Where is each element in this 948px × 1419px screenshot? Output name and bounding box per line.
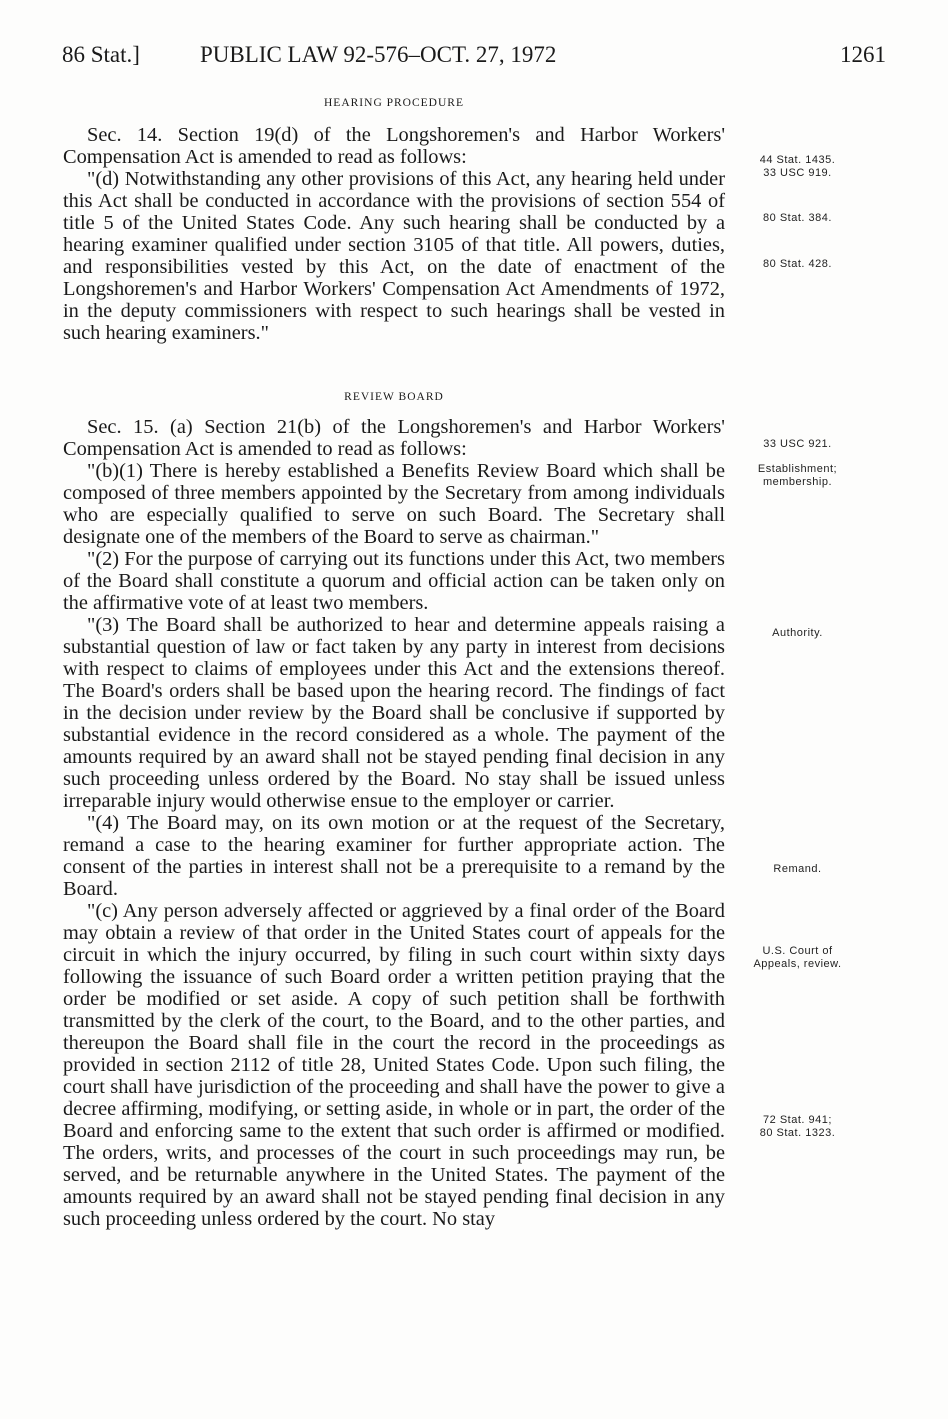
- page-title: PUBLIC LAW 92-576–OCT. 27, 1972: [200, 42, 557, 67]
- section-15-paragraph: "(4) The Board may, on its own motion or at the request of the Secretary, remand a case to the hearing examiner for further appropriate action. The consent of the parties in interest shall not be a prerequisite to a remand by the Board.: [63, 812, 725, 900]
- page-header: [62, 42, 886, 78]
- page-number: 1261: [840, 42, 886, 67]
- margin-note-stat-citation: 44 Stat. 1435. 33 USC 919.: [759, 154, 836, 179]
- margin-note-authority: Authority.: [772, 627, 823, 639]
- margin-note-stat-citation: 80 Stat. 428.: [763, 258, 832, 270]
- section-15-body: [63, 416, 725, 1230]
- section-15-paragraph: "(3) The Board shall be authorized to hear and determine appeals raising a substantial question of law or fact taken by any party in interest from decisions with respect to claims of employees under this Act and the extensions thereof. The Board's orders shall be based upon the hearing record. The findings of fact in the decision under review by the Board shall be conclusive if supported by substantial evidence in the record considered as a whole. The payment of the amounts required by an award shall not be stayed pending final decision in any such proceeding unless ordered by the Board. No stay shall be issued unless irreparable injury would otherwise ensue to the employer or carrier.: [63, 614, 725, 812]
- section-heading-hearing-procedure: HEARING PROCEDURE: [324, 97, 464, 109]
- section-15-paragraph: "(c) Any person adversely affected or aggrieved by a final order of the Board may obtain a review of that order in the United States court of appeals for the circuit in which the injury occurred, by filing in such court within sixty days following the issuance of such Board order a written petition praying that the order be modified or set aside. A copy of such petition shall be forthwith transmitted by the clerk of the court, to the Board, and to the other parties, and thereupon the Board shall file in the court the record in the proceedings as provided in section 2112 of title 28, United States Code. Upon such filing, the court shall have jurisdiction of the proceeding and shall have the power to give a decree affirming, modifying, or setting aside, in whole or in part, the order of the Board and enforcing same to the extent that such order is affirmed or modified. The orders, writs, and processes of the court in such proceedings may run, be served, and be returnable anywhere in the United States. The payment of the amounts required by an award shall not be stayed pending final decision in any such proceeding unless ordered by the court. No stay: [63, 900, 725, 1230]
- section-15-paragraph: "(2) For the purpose of carrying out its functions under this Act, two members of the Board shall constitute a quorum and official action can be taken only on the affirmative vote of at least two members.: [63, 548, 725, 614]
- section-14-body: [63, 124, 725, 344]
- margin-note-usc-citation: 33 USC 921.: [763, 438, 832, 450]
- section-14-paragraph: Sec. 14. Section 19(d) of the Longshoremen's and Harbor Workers' Compensation Act is amended to read as follows:: [63, 124, 725, 168]
- margin-note-court-of-appeals: U.S. Court of Appeals, review.: [753, 945, 842, 970]
- section-15-paragraph: Sec. 15. (a) Section 21(b) of the Longshoremen's and Harbor Workers' Compensation Act is amended to read as follows:: [63, 416, 725, 460]
- section-15-paragraph: "(b)(1) There is hereby established a Benefits Review Board which shall be composed of three members appointed by the Secretary from among individuals who are especially qualified to serve on such Board. The Secretary shall designate one of the members of the Board to serve as chairman.": [63, 460, 725, 548]
- section-heading-review-board: REVIEW BOARD: [344, 391, 444, 403]
- section-14-paragraph: "(d) Notwithstanding any other provisions of this Act, any hearing held under this Act shall be conducted in accordance with the provisions of section 554 of title 5 of the United States Code. Any such hearing shall be conducted by a hearing examiner qualified under section 3105 of that title. All powers, duties, and responsibilities vested by this Act, on the date of enactment of the Longshoremen's and Harbor Workers' Compensation Act Amendments of 1972, in the deputy commissioners with respect to such hearings shall be vested in such hearing examiners.": [63, 168, 725, 344]
- margin-note-establishment: Establishment; membership.: [757, 463, 838, 488]
- margin-note-remand: Remand.: [773, 863, 822, 875]
- stat-reference: 86 Stat.]: [62, 42, 140, 67]
- margin-note-stat-citation: 72 Stat. 941; 80 Stat. 1323.: [759, 1114, 836, 1139]
- margin-note-stat-citation: 80 Stat. 384.: [763, 212, 832, 224]
